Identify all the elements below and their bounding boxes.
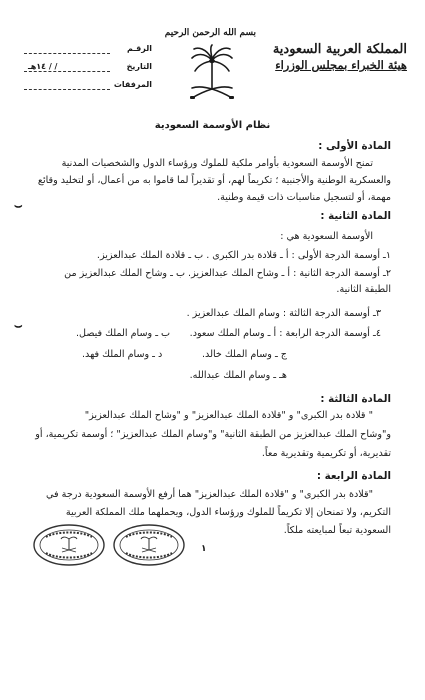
ref-date-row	[24, 62, 152, 80]
ref-date-value: / / ١٤هـ	[28, 62, 58, 71]
article2-line-2: ٢ـ أوسمة الدرجة الثانية : أ ـ وشاح الملك عبدالعزيز. ب ـ وشاح الملك عبدالعزيز من	[64, 268, 391, 279]
letterhead-right	[272, 42, 407, 72]
article2-intro: الأوسمة السعودية هي :	[280, 231, 373, 242]
article2-line-4a: ٤ـ أوسمة الدرجة الرابعة : أ ـ وسام الملك سعود.	[189, 328, 381, 339]
page-number: ١	[201, 544, 207, 554]
article3-line-3: تقديرية، أو تكريمية وتقديرية معاً.	[261, 448, 391, 459]
article3-line-1: " قلادة بدر الكبرى" و "قلادة الملك عبدالعزيز" و "وشاح الملك عبدالعزيز"	[84, 410, 373, 421]
ref-date-label: التاريخ	[126, 62, 152, 71]
article3-line-2: و"وشاح الملك عبدالعزيز من الطبقة الثانية" و"وسام الملك عبدالعزيز" ؛ أوسمة تكريمية، أو	[35, 429, 391, 440]
article1-line-2: والعسكرية الوطنية والأجنبية ؛ تكريماً لهم، أو تقديراً لما قاموا به من أعمال، أو لتخليد وقائع	[37, 175, 391, 186]
article2-line-4e: هـ ـ وسام الملك عبدالله.	[189, 370, 287, 381]
article2-line-1: ١ـ أوسمة الدرجة الأولى : أ ـ قلادة بدر الكبرى . ب ـ قلادة الملك عبدالعزيز.	[96, 250, 391, 261]
article2-line-2b: الطبقة الثانية.	[336, 284, 391, 295]
ref-attachments-line	[24, 89, 110, 90]
official-seal-icon	[112, 523, 186, 567]
article2-heading: المادة الثانية :	[320, 210, 391, 222]
ref-number-label: الرقـم	[127, 44, 152, 53]
document-title: نظام الأوسمة السعودية	[154, 120, 271, 131]
council-name: هيئة الخبراء بمجلس الوزراء	[275, 58, 407, 72]
ref-date-line	[24, 71, 110, 72]
bismillah: بسم الله الرحمن الرحيم	[164, 28, 256, 38]
ref-number-row	[24, 44, 152, 62]
ref-number-line	[24, 53, 110, 54]
ref-attachments-row	[24, 80, 152, 98]
article4-line-2: التكريم، ولا تمنحان إلا تكريماً للملوك ورؤساء الدول، ويحملهما ملك المملكة العربية	[65, 507, 391, 518]
article4-line-3: السعودية تبعاً لمبايعته ملكاً.	[283, 525, 391, 536]
ref-attachments-label: المرفقات	[113, 80, 152, 89]
margin-mark: ⌣	[14, 319, 23, 334]
official-seal-icon	[32, 523, 106, 567]
palm-swords-emblem-icon	[186, 44, 238, 106]
article2-line-3: ٣ـ أوسمة الدرجة الثالثة : وسام الملك عبدالعزيز .	[186, 308, 381, 319]
article3-heading: المادة الثالثة :	[320, 393, 391, 405]
article4-line-1: "قلادة بدر الكبرى" و "قلادة الملك عبدالعزيز" هما أرفع الأوسمة السعودية درجة في	[46, 489, 373, 500]
article1-heading: المادة الأولى :	[318, 140, 391, 152]
article2-line-4c: ج ـ وسام الملك خالد.	[202, 349, 287, 360]
kingdom-name: المملكة العربية السعودية	[272, 42, 407, 57]
reference-block	[24, 44, 152, 98]
article2-line-4d: د ـ وسام الملك فهد.	[82, 349, 163, 360]
margin-mark: ⌣	[14, 199, 23, 214]
article1-line-3: مهمة، أو لتسجيل مناسبات ذات قيمة وطنية.	[217, 192, 391, 203]
article2-line-4b: ب ـ وسام الملك فيصل.	[76, 328, 171, 339]
article1-line-1: تمنح الأوسمة السعودية بأوامر ملكية للملوك ورؤساء الدول والشخصيات المدنية	[61, 158, 373, 169]
article4-heading: المادة الرابعة :	[316, 470, 391, 482]
